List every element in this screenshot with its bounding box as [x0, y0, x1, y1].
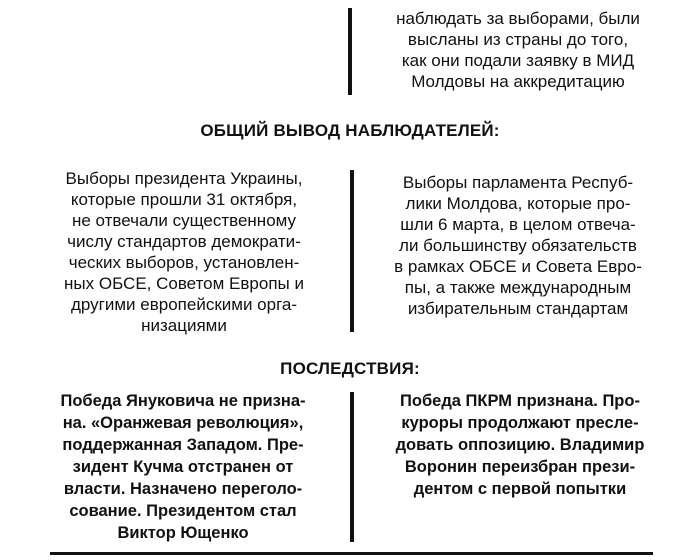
text-line: довать оппозицию. Владимир	[395, 436, 645, 454]
moldova-consequences-text	[368, 390, 672, 500]
ukraine-consequences-text	[28, 390, 338, 544]
text-line: избирательным стандартам	[407, 299, 629, 318]
text-line: которые прошли 31 октября,	[70, 190, 298, 209]
text-line: поддержанная Западом. Пре-	[62, 436, 304, 454]
text-line: Выборы президента Украины,	[65, 169, 303, 188]
text-line: Победа Януковича не призна-	[60, 392, 306, 410]
text-line: другими европейскими орга-	[70, 295, 298, 314]
text-line: дентом с первой попытки	[413, 480, 627, 498]
text-line: в рамках ОБСЕ и Совета Евро-	[394, 257, 642, 276]
top-continuation-text	[363, 8, 673, 92]
text-line: не отвечали существенному	[71, 211, 297, 230]
text-line: ных ОБСЕ, Советом Европы и	[64, 274, 304, 293]
text-line: шли 6 марта, в целом отвеча-	[400, 215, 636, 234]
text-line: Выборы парламента Респуб-	[402, 173, 634, 192]
text-line: ческих выборов, установлен-	[68, 253, 300, 272]
text-line: на. «Оранжевая революция»,	[62, 414, 304, 432]
text-line: зидент Кучма отстранен от	[72, 458, 294, 476]
text-line: Победа ПКРМ признана. Про-	[400, 392, 640, 410]
text-line: числу стандартов демократи-	[67, 232, 301, 251]
column-divider-verdict	[350, 170, 354, 332]
text-line: власти. Назначено переголо-	[63, 480, 303, 498]
text-line: Виктор Ющенко	[117, 524, 249, 542]
bottom-rule	[50, 552, 653, 555]
verdict-heading: ОБЩИЙ ВЫВОД НАБЛЮДАТЕЛЕЙ:	[200, 121, 500, 140]
column-divider-consequences	[350, 392, 354, 542]
text-line: куроры продолжают пресле-	[401, 414, 639, 432]
text-line: как они подали заявку в МИД	[401, 51, 635, 70]
text-line: Молдовы на аккредитацию	[411, 72, 625, 91]
ukraine-verdict-text	[28, 168, 340, 336]
column-divider-top	[348, 8, 352, 95]
consequences-heading: ПОСЛЕДСТВИЯ:	[280, 359, 420, 378]
text-line: высланы из страны до того,	[407, 30, 629, 49]
text-line: пы, а также международным	[404, 278, 632, 297]
text-line: сование. Президентом стал	[69, 502, 297, 520]
text-line: наблюдать за выборами, были	[396, 9, 640, 28]
text-line: Воронин переизбран прези-	[404, 458, 636, 476]
text-line: низациями	[141, 316, 227, 335]
text-line: ли большинству обязательств	[399, 236, 637, 255]
moldova-verdict-text	[362, 172, 674, 319]
text-line: лики Молдова, которые про-	[405, 194, 631, 213]
